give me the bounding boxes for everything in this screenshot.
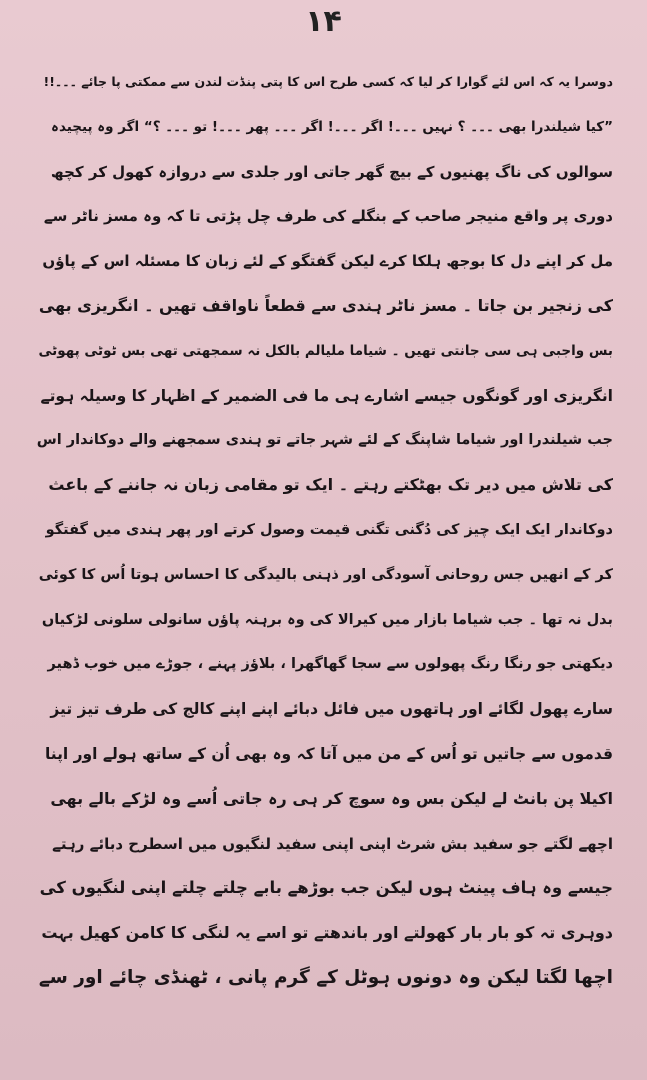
text-line: کی تلاش میں دیر تک بھٹکتے رہتے ۔ ایک تو مقامی زبان نہ جاننے کے باعث — [48, 475, 613, 495]
text-line: جیسے وہ ہاف پینٹ ہوں لیکن جب بوڑھے بابے چلتے چلتے اپنی لنگیوں کی — [39, 878, 613, 898]
text-line: کی زنجیر بن جاتا ۔ مسز ناٹر ہندی سے قطعاً ناواقف تھیں ۔ انگریزی بھی — [38, 295, 613, 315]
text-line: کر کے انھیں جس روحانی آسودگی اور ذہنی بالیدگی کا احساس ہوتا اُس کا کوئی — [38, 566, 613, 583]
text-line: اچھے لگتے جو سفید بش شرٹ اپنی اپنی سفید لنگیوں میں اسطرح دبائے رہتے — [52, 834, 613, 853]
text-line: اکیلا پن بانٹ لے لیکن بس وہ سوچ کر ہی رہ جاتی اُسے وہ لڑکے بالے بھی — [50, 788, 613, 808]
text-line: دوہری تہ کو بار بار کھولتے اور باندھتے تو اسے یہ لنگی کا کامن کھیل بہت — [41, 923, 613, 943]
text-line: دوسرا یہ کہ اس لئے گوارا کر لیا کہ کسی طرح اس کا پتی پنڈت لندن سے ممکتی پا جائے ۔۔۔!! — [43, 74, 613, 89]
text-line: بدل نہ تھا ۔ جب شیاما بازار میں کیرالا کی وہ برہنہ پاؤں سانولی سلونی لڑکیاں — [41, 611, 613, 628]
text-line: دوری پر واقع منیجر صاحب کے بنگلے کی طرف چل پڑتی تا کہ وہ مسز ناٹر سے — [43, 207, 613, 226]
text-line: دوکاندار ایک ایک چیز کی دُگنی تگنی قیمت وصول کرتے اور پھر ہندی میں گفتگو — [45, 521, 613, 538]
text-line: جب شیلندرا اور شیاما شاپنگ کے لئے شہر جاتے تو ہندی سمجھنے والے دوکاندار اس — [36, 432, 613, 449]
text-line: دیکھتی جو رنگا رنگ پھولوں سے سجا گھاگھرا ، بلاؤز پہنے ، جوڑے میں خوب ڈھیر — [47, 656, 613, 673]
text-line: اچھا لگتا لیکن وہ دونوں ہوٹل کے گرم پانی ، ٹھنڈی چائے اور سے — [38, 966, 613, 988]
text-line: سوالوں کی ناگ پھنیوں کے بیچ گھر جاتی اور جلدی سے دروازہ کھول کر کچھ — [50, 162, 613, 181]
text-line: انگریزی اور گونگوں جیسے اشارے ہی ما فی الضمیر کے اظہار کا وسیلہ ہوتے — [40, 386, 613, 405]
text-line: قدموں سے جاتیں تو اُس کے من میں آتا کہ وہ بھی اُن کے ساتھ ہولے اور اپنا — [44, 744, 613, 763]
text-line: مل کر اپنے دل کا بوجھ ہلکا کرے لیکن گفتگو کے لئے زبان کا مسئلہ اس کے پاؤں — [42, 252, 613, 271]
text-line: ”کیا شیلندرا بھی ۔۔۔ ؟ نہیں ۔۔۔! اگر ۔۔۔! اگر ۔۔۔ پھر ۔۔۔! تو ۔۔۔ ؟“ اگر وہ پیچیدہ — [51, 118, 613, 135]
text-line: بس واجبی ہی سی جانتی تھیں ۔ شیاما ملیالم بالکل نہ سمجھتی تھی بس ٹوٹی پھوٹی — [38, 342, 613, 359]
page-number: ۱۴ — [305, 4, 342, 39]
body-text — [36, 60, 613, 1001]
text-line: سارے پھول لگائے اور ہاتھوں میں فائل دبائے اپنے اپنے کالج کی طرف تیز تیز — [50, 700, 613, 719]
